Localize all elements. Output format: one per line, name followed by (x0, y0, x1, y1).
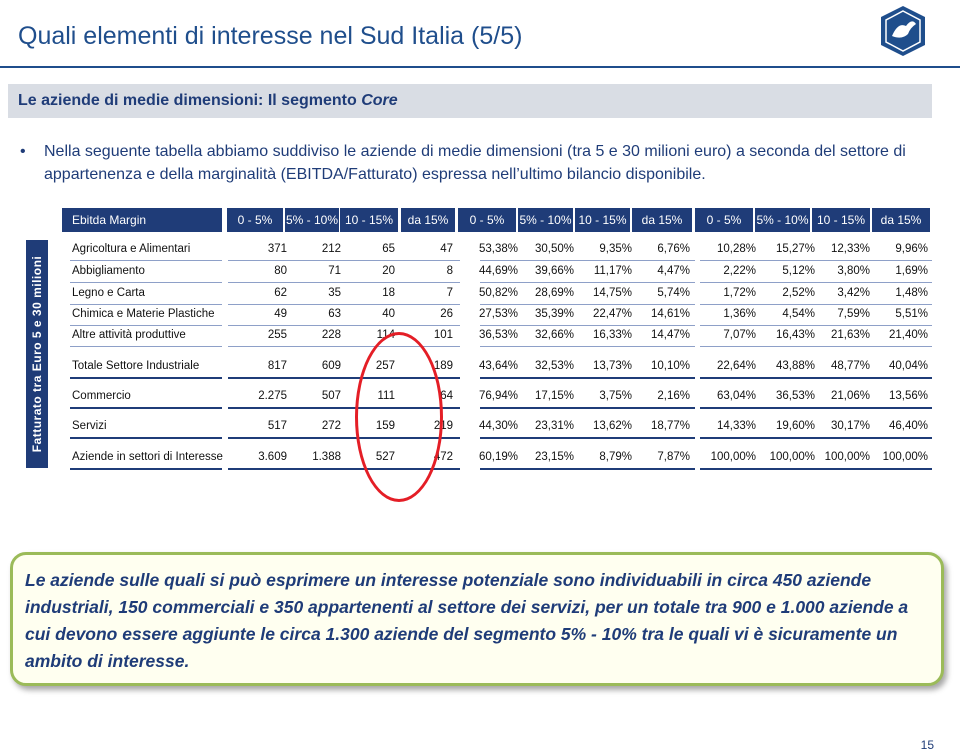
table-cell: 14,47% (650, 329, 690, 341)
row-label: Chimica e Materie Plastiche (72, 308, 215, 320)
row-divider (70, 260, 222, 261)
table-cell: 43,88% (775, 360, 815, 372)
table-cell: 219 (433, 420, 453, 432)
header-cell: da 15% (401, 208, 455, 232)
highlight-circle (355, 332, 443, 502)
table-cell: 64 (440, 390, 453, 402)
table-cell: 1,69% (895, 265, 928, 277)
table-cell: 3,75% (599, 390, 632, 402)
table-cell: 71 (328, 265, 341, 277)
row-divider (70, 468, 222, 470)
row-divider (70, 304, 222, 305)
table-cell: 39,66% (534, 265, 574, 277)
page-number: 15 (920, 738, 934, 752)
row-divider (70, 282, 222, 283)
row-divider (228, 346, 460, 347)
row-divider (700, 346, 932, 347)
row-divider (700, 437, 932, 439)
row-divider (480, 407, 695, 409)
logo-emblem-icon (876, 4, 930, 58)
table-cell: 100,00% (882, 451, 928, 463)
table-cell: 12,33% (830, 243, 870, 255)
row-divider (480, 437, 695, 439)
row-label: Aziende in settori di Interesse (72, 451, 223, 463)
header-cell: 10 - 15% (575, 208, 630, 232)
table-cell: 62 (274, 287, 287, 299)
table-cell: 100,00% (824, 451, 870, 463)
table-cell: 65 (382, 243, 395, 255)
table-cell: 80 (274, 265, 287, 277)
table-cell: 5,12% (782, 265, 815, 277)
header-cell: 10 - 15% (812, 208, 870, 232)
table-cell: 16,43% (775, 329, 815, 341)
row-label: Legno e Carta (72, 287, 145, 299)
table-cell: 10,28% (716, 243, 756, 255)
table-cell: 3,80% (837, 265, 870, 277)
table-cell: 23,31% (534, 420, 574, 432)
table-cell: 43,64% (478, 360, 518, 372)
table-cell: 517 (267, 420, 287, 432)
table-cell: 7 (446, 287, 453, 299)
row-divider (70, 377, 222, 379)
table-cell: 46,40% (888, 420, 928, 432)
callout-text: Le aziende sulle quali si può esprimere un interesse potenziale sono individuabili in circa 450 aziende industriali, 150 commerciali e 350 appartenenti al settore dei servizi, per un totale tra 900 e 1.000 aziende a cui devono essere aggiunte le circa 1.300 aziende del segmento 5% - 10% tra le quali vi è sicuramente un ambito di interesse. (25, 570, 909, 671)
row-divider (480, 377, 695, 379)
table-cell: 16,33% (592, 329, 632, 341)
table-cell: 15,27% (775, 243, 815, 255)
table-cell: 49 (274, 308, 287, 320)
table-cell: 255 (267, 329, 287, 341)
table-cell: 1,36% (723, 308, 756, 320)
table-cell: 50,82% (478, 287, 518, 299)
table-cell: 371 (267, 243, 287, 255)
subtitle-italic: Core (361, 92, 398, 109)
table-cell: 9,35% (599, 243, 632, 255)
table-cell: 9,96% (895, 243, 928, 255)
table-cell: 100,00% (769, 451, 815, 463)
table-cell: 212 (321, 243, 341, 255)
bullet-text: Nella seguente tabella abbiamo suddiviso le aziende di medie dimensioni (tra 5 e 30 milioni euro) a seconda del settore di appartenenza e della marginalità (EBITDA/Fatturato) espressa nell’ultimo bilancio disponibile. (44, 143, 906, 183)
table-cell: 10,10% (650, 360, 690, 372)
row-divider (700, 304, 932, 305)
table-cell: 14,61% (650, 308, 690, 320)
header-cell: 0 - 5% (695, 208, 753, 232)
header-cell: 10 - 15% (340, 208, 398, 232)
table-cell: 817 (267, 360, 287, 372)
table-cell: 14,75% (592, 287, 632, 299)
bullet-dot: • (20, 143, 26, 160)
side-label: Fatturato tra Euro 5 e 30 milioni (30, 255, 44, 453)
row-divider (480, 346, 695, 347)
table-cell: 3.609 (258, 451, 287, 463)
row-divider (70, 437, 222, 439)
row-divider (480, 304, 695, 305)
table-cell: 159 (375, 420, 395, 432)
header-cell: da 15% (632, 208, 692, 232)
header-cell: 5% - 10% (518, 208, 573, 232)
table-cell: 8 (446, 265, 453, 277)
header-cell: 5% - 10% (285, 208, 339, 232)
table-cell: 44,30% (478, 420, 518, 432)
table-cell: 23,15% (534, 451, 574, 463)
row-divider (70, 325, 222, 326)
header-cell: 5% - 10% (755, 208, 810, 232)
table-cell: 1.388 (312, 451, 341, 463)
row-divider (480, 260, 695, 261)
table-cell: 44,69% (478, 265, 518, 277)
row-divider (480, 325, 695, 326)
table-cell: 272 (321, 420, 341, 432)
table-cell: 53,38% (478, 243, 518, 255)
header-cell: da 15% (872, 208, 930, 232)
row-label: Servizi (72, 420, 107, 432)
table-cell: 13,56% (888, 390, 928, 402)
table-cell: 472 (433, 451, 453, 463)
table-cell: 20 (382, 265, 395, 277)
table-cell: 14,33% (716, 420, 756, 432)
table-cell: 7,59% (837, 308, 870, 320)
table-cell: 35,39% (534, 308, 574, 320)
table-cell: 63,04% (716, 390, 756, 402)
table-cell: 40,04% (888, 360, 928, 372)
title-divider (0, 66, 960, 68)
table-cell: 7,87% (657, 451, 690, 463)
header-cell: 0 - 5% (458, 208, 516, 232)
table-cell: 101 (433, 329, 453, 341)
table-cell: 60,19% (478, 451, 518, 463)
table-cell: 2.275 (258, 390, 287, 402)
row-divider (480, 282, 695, 283)
table-cell: 22,64% (716, 360, 756, 372)
table-cell: 100,00% (710, 451, 756, 463)
table-cell: 48,77% (830, 360, 870, 372)
table-cell: 18,77% (650, 420, 690, 432)
table-cell: 17,15% (534, 390, 574, 402)
table-cell: 21,06% (830, 390, 870, 402)
slide-title: Quali elementi di interesse nel Sud Italia (5/5) (18, 22, 523, 50)
table-cell: 4,54% (782, 308, 815, 320)
table-cell: 11,17% (593, 265, 632, 277)
row-divider (228, 304, 460, 305)
row-divider (228, 325, 460, 326)
row-divider (228, 260, 460, 261)
conclusion-callout (10, 552, 944, 686)
table-cell: 40 (382, 308, 395, 320)
table-cell: 609 (321, 360, 341, 372)
table-cell: 6,76% (657, 243, 690, 255)
table-cell: 13,73% (592, 360, 632, 372)
table-cell: 2,22% (723, 265, 756, 277)
table-cell: 22,47% (592, 308, 632, 320)
row-divider (700, 325, 932, 326)
table-cell: 21,40% (888, 329, 928, 341)
table-cell: 26 (440, 308, 453, 320)
row-divider (70, 407, 222, 409)
table-cell: 189 (433, 360, 453, 372)
table-cell: 1,48% (895, 287, 928, 299)
row-divider (228, 282, 460, 283)
row-label: Totale Settore Industriale (72, 360, 200, 372)
table-cell: 8,79% (599, 451, 632, 463)
table-cell: 32,53% (534, 360, 574, 372)
table-cell: 36,53% (775, 390, 815, 402)
table-cell: 4,47% (657, 265, 690, 277)
table-cell: 3,42% (837, 287, 870, 299)
table-cell: 63 (328, 308, 341, 320)
table-cell: 19,60% (775, 420, 815, 432)
row-divider (480, 468, 695, 470)
table-cell: 2,52% (782, 287, 815, 299)
row-divider (700, 260, 932, 261)
table-cell: 27,53% (478, 308, 518, 320)
table-cell: 30,50% (534, 243, 574, 255)
table-cell: 507 (321, 390, 341, 402)
row-label: Agricoltura e Alimentari (72, 243, 191, 255)
subtitle-text: Le aziende di medie dimensioni: Il segmento (18, 92, 362, 109)
row-divider (700, 407, 932, 409)
header-cell: 0 - 5% (227, 208, 283, 232)
table-cell: 30,17% (830, 420, 870, 432)
table-cell: 21,63% (830, 329, 870, 341)
table-cell: 228 (321, 329, 341, 341)
table-cell: 36,53% (478, 329, 518, 341)
header-ebitda-label: Ebitda Margin (62, 208, 222, 232)
table-cell: 18 (382, 287, 395, 299)
table-cell: 76,94% (478, 390, 518, 402)
table-cell: 47 (440, 243, 453, 255)
row-divider (700, 282, 932, 283)
table-cell: 1,72% (723, 287, 756, 299)
row-divider (700, 377, 932, 379)
row-divider (70, 346, 222, 347)
table-cell: 5,74% (657, 287, 690, 299)
table-cell: 13,62% (592, 420, 632, 432)
table-cell: 7,07% (723, 329, 756, 341)
table-cell: 111 (377, 390, 395, 402)
table-cell: 527 (375, 451, 395, 463)
row-divider (700, 468, 932, 470)
table-cell: 257 (375, 360, 395, 372)
table-cell: 2,16% (657, 390, 690, 402)
row-label: Abbigliamento (72, 265, 145, 277)
table-cell: 32,66% (534, 329, 574, 341)
table-cell: 114 (376, 329, 395, 341)
table-cell: 28,69% (534, 287, 574, 299)
table-cell: 5,51% (895, 308, 928, 320)
row-label: Commercio (72, 390, 131, 402)
row-label: Altre attività produttive (72, 329, 186, 341)
section-subtitle (18, 92, 398, 110)
table-cell: 35 (328, 287, 341, 299)
